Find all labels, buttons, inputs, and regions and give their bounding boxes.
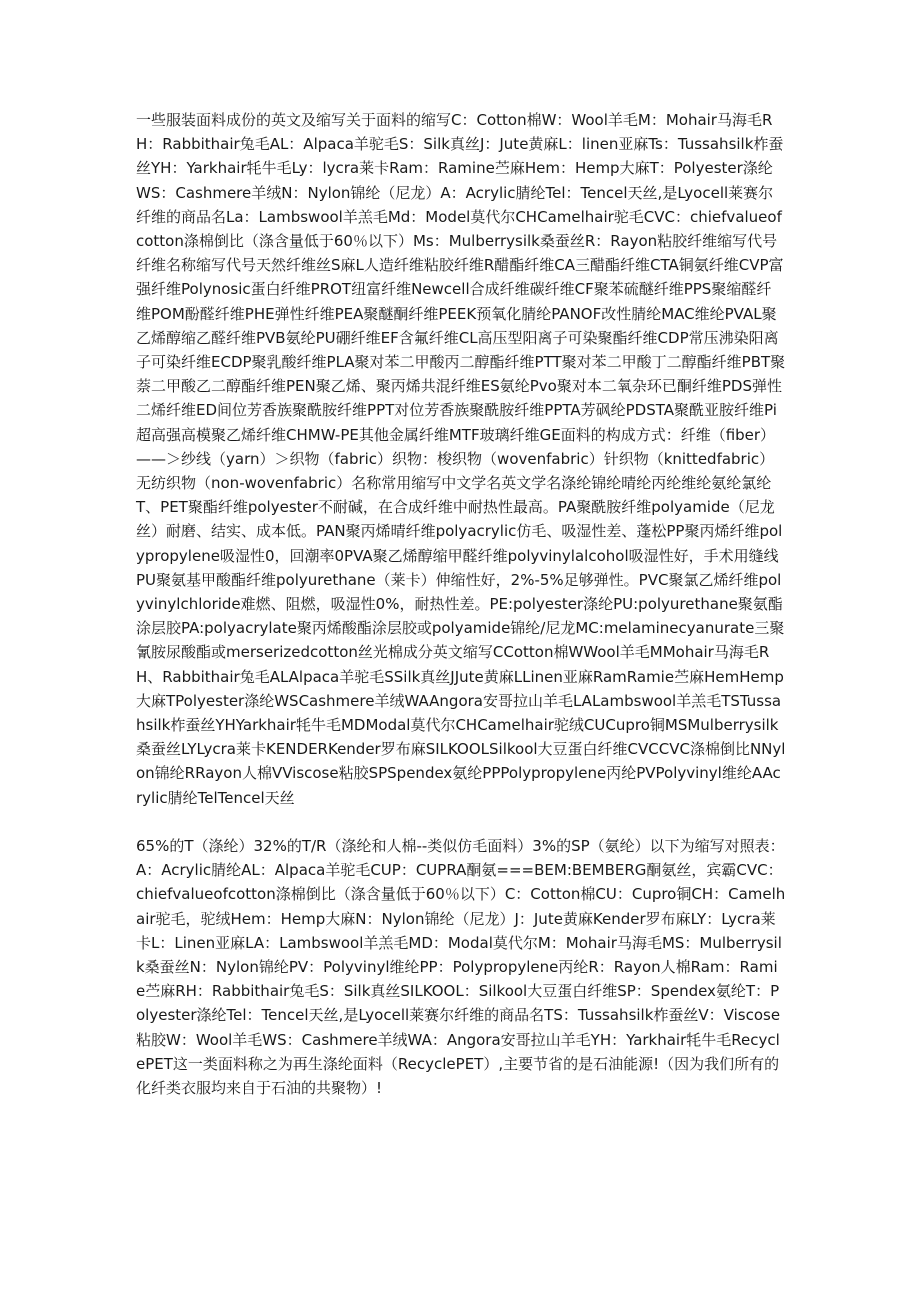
paragraph-fabric-abbreviations: 一些服装面料成份的英文及缩写关于面料的缩写C：Cotton棉W：Wool羊毛M：Mohair马海毛RH：Rabbithair兔毛AL：Alpaca羊驼毛S：Silk真丝J：Jute黄麻L：linen亚麻Ts：Tussahsilk柞蚕丝YH：Yarkhair牦牛毛Ly：lycra莱卡Ram：Ramine苎麻Hem：Hemp大麻T：Polyester涤纶WS：Cashmere羊绒N：Nylon锦纶（尼龙）A：Acrylic腈纶Tel：Tencel天丝,是Lyocell莱赛尔纤维的商品名La：Lambswool羊羔毛Md：Model莫代尔CHCamelhair驼毛CVC：chiefvalueofcotton涤棉倒比（涤含量低于60％以下）Ms：Mulberrysilk桑蚕丝R：Rayon粘胶纤维缩写代号纤维名称缩写代号天然纤维丝S麻L人造纤维粘胶纤维R醋酯纤维CA三醋酯纤维CTA铜氨纤维CVP富强纤维Polynosic蛋白纤维PROT纽富纤维Newcell合成纤维碳纤维CF聚苯硫醚纤维PPS聚缩醛纤维POM酚醛纤维PHE弹性纤维PEA聚醚酮纤维PEEK预氧化腈纶PANOF改性腈纶MAC维纶PVAL聚乙烯醇缩乙醛纤维PVB氨纶PU硼纤维EF含氟纤维CL高压型阳离子可染聚酯纤维CDP常压沸染阳离子可染纤维ECDP聚乳酸纤维PLA聚对苯二甲酸丙二醇酯纤维PTT聚对苯二甲酸丁二醇酯纤维PBT聚萘二甲酸乙二醇酯纤维PEN聚乙烯、聚丙烯共混纤维ES氨纶Pvo聚对本二氧杂环已酮纤维PDS弹性二烯纤维ED间位芳香族聚酰胺纤维PPT对位芳香族聚酰胺纤维PPTA芳砜纶PDSTA聚酰亚胺纤维Pi超高强高模聚乙烯纤维CHMW-PE其他金属纤维MTF玻璃纤维GE面料的构成方式：纤维（fiber）——＞纱线（yarn）＞织物（fabric）织物：梭织物（wovenfabric）针织物（knittedfabric）无纺织物（non-wovenfabric）名称常用缩写中文学名英文学名涤纶锦纶晴纶丙纶维纶氨纶氯纶T、PET聚酯纤维polyester不耐碱，在合成纤维中耐热性最高。PA聚酰胺纤维polyamide（尼龙丝）耐磨、结实、成本低。PAN聚丙烯晴纤维polyacrylic仿毛、吸湿性差、蓬松PP聚丙烯纤维polypropylene吸湿性0，回潮率0PVA聚乙烯醇缩甲醛纤维polyvinylalcohol吸湿性好，手术用缝线PU聚氨基甲酸酯纤维polyurethane（莱卡）伸缩性好，2%-5%足够弹性。PVC聚氯乙烯纤维polyvinylchloride难燃、阻燃，吸湿性0%，耐热性差。PE:polyester涤纶PU:polyurethane聚氨酯涂层胶PA:polyacrylate聚丙烯酸酯涂层胶或polyamide锦纶/尼龙MC:melaminecyanurate三聚氰胺尿酸酯或merserizedcotton丝光棉成分英文缩写CCotton棉WWool羊毛MMohair马海毛RH、Rabbithair兔毛ALAlpaca羊驼毛SSilk真丝JJute黄麻LLinen亚麻RamRamie苎麻HemHemp大麻TPolyester涤纶WSCashmere羊绒WAAngora安哥拉山羊毛LALambswool羊羔毛TSTussahsilk柞蚕丝YHYarkhair牦牛毛MDModal莫代尔CHCamelhair驼绒CUCupro铜MSMulberrysilk桑蚕丝LYLycra莱卡KENDERKender罗布麻SILKOOLSilkool大豆蛋白纤维CVCCVC涤棉倒比NNylon锦纶RRayon人棉VViscose粘胶SPSpendex氨纶PPPolypropylene丙纶PVPolyvinyl维纶AAcrylic腈纶TelTencel天丝	[136, 111, 786, 807]
paragraph-gap	[136, 810, 786, 834]
paragraph-abbreviation-table: 65%的T（涤纶）32%的T/R（涤纶和人棉--类似仿毛面料）3%的SP（氨纶）以下为缩写对照表：A：Acrylic腈纶AL：Alpaca羊驼毛CUP：CUPRA酮氨===BEM:BEMBERG酮氨丝，宾霸CVC：chiefvalueofcotton涤棉倒比（涤含量低于60％以下）C：Cotton棉CU：Cupro铜CH：Camelhair驼毛，驼绒Hem：Hemp大麻N：Nylon锦纶（尼龙）J：Jute黄麻Kender罗布麻LY：Lycra莱卡L：Linen亚麻LA：Lambswool羊羔毛MD：Modal莫代尔M：Mohair马海毛MS：Mulberrysilk桑蚕丝N：Nylon锦纶PV：Polyvinyl维纶PP：Polypropylene丙纶R：Rayon人棉Ram：Ramie苎麻RH：Rabbithair兔毛S：Silk真丝SILKOOL：Silkool大豆蛋白纤维SP：Spendex氨纶T：Polyester涤纶Tel：Tencel天丝,是Lyocell莱赛尔纤维的商品名TS：Tussahsilk柞蚕丝V：Viscose粘胶W：Wool羊毛WS：Cashmere羊绒WA：Angora安哥拉山羊毛YH：Yarkhair牦牛毛RecyclePET这一类面料称之为再生涤纶面料（RecyclePET）,主要节省的是石油能源!（因为我们所有的化纤类衣服均来自于石油的共聚物）!	[136, 836, 786, 1097]
document-body	[136, 108, 786, 1100]
